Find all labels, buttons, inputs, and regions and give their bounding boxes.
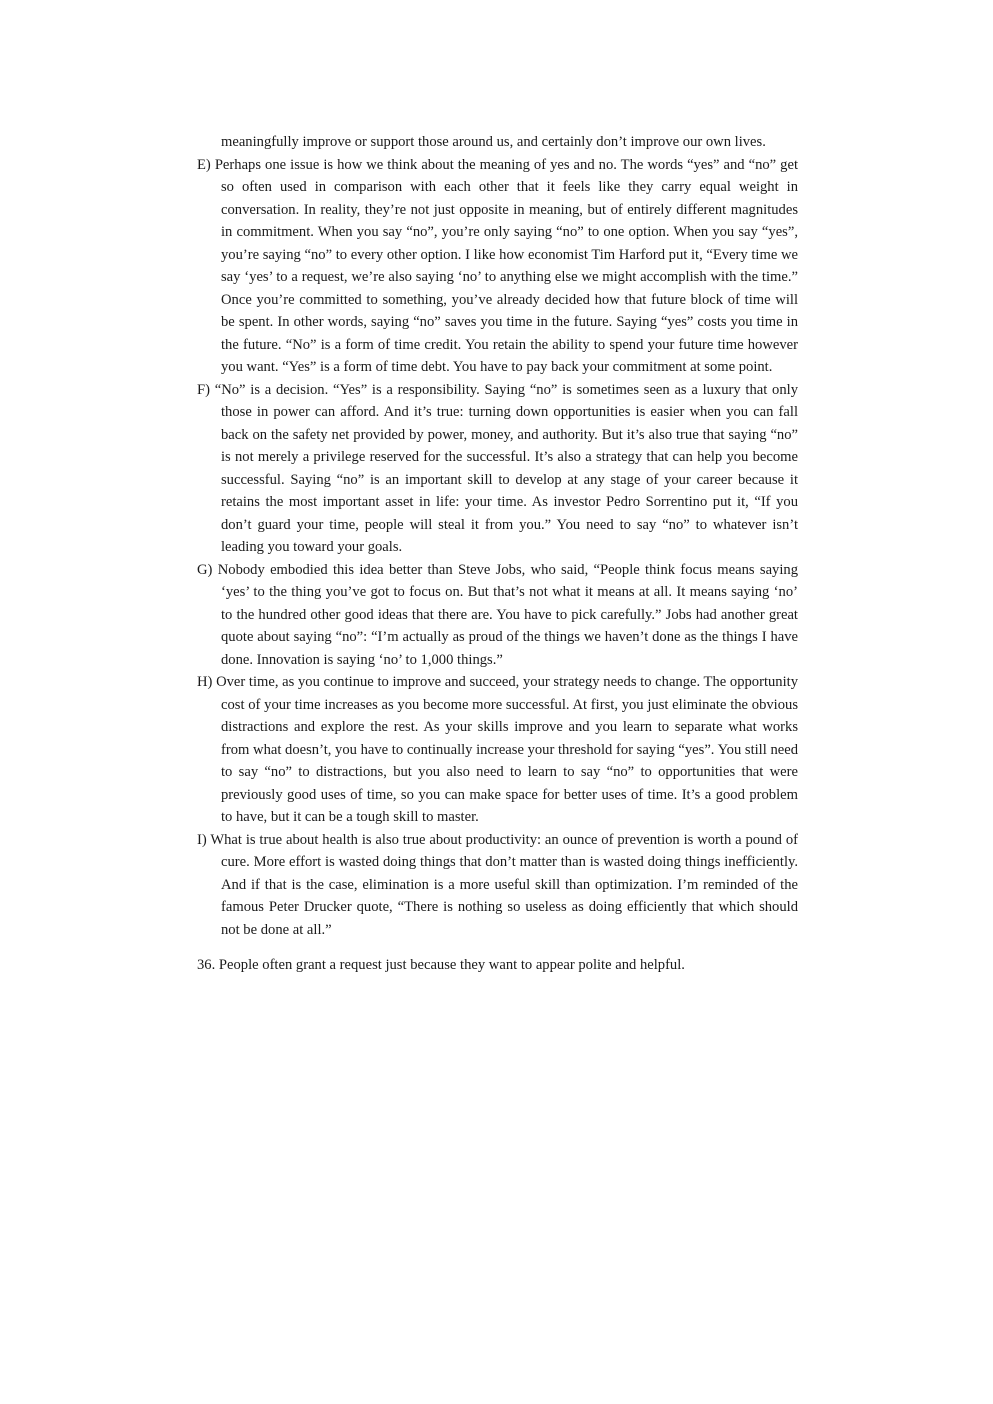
paragraph-label: H) <box>197 674 213 690</box>
paragraph-label: G) <box>197 561 213 578</box>
paragraph-text: Over time, as you continue to improve and succeed, your strategy needs to change. The opportunity cost of your time increases as you become more successful. At first, you just eliminate the obvious distractions and explore the rest. As your skills improve and you learn to separate what works from what doesn’t, you have to continually increase your threshold for saying “yes”. You still need to say “no” to distractions, but you also need to learn to say “no” to opportunities that were previously good uses of time, so you can make space for better uses of time. It’s a good problem to have, but it can be a tough skill to master. <box>216 674 798 825</box>
paragraph-label: I) <box>197 831 207 848</box>
question-number: 36. <box>197 957 216 973</box>
paragraph-text: Perhaps one issue is how we think about the meaning of yes and no. The words “yes” and “no” get so often used in comparison with each other that it feels like they carry equal weight in conversation. In reality, they’re not just opposite in meaning, but of entirely different magnitudes in commitment. When you say “no”, you’re only saying “no” to one option. When you say “yes”, you’re saying “no” to every other option. I like how economist Tim Harford put it, “Every time we say ‘yes’ to a request, we’re also saying ‘no’ to anything else we might accomplish with the time.” Once you’re committed to something, you’ve already decided how that future block of time will be spent. In other words, saying “no” saves you time in the future. Saying “yes” costs you time in the future. “No” is a form of time credit. You retain the ability to spend your future time however you want. “Yes” is a form of time debt. You have to pay back your commitment at some point. <box>214 156 798 375</box>
paragraph-h <box>197 671 798 829</box>
question-text: People often grant a request just because they want to appear polite and helpful. <box>218 957 685 973</box>
document-page <box>197 131 798 977</box>
question-36 <box>197 954 798 977</box>
paragraph-label: F) <box>197 381 210 398</box>
paragraph-text: “No” is a decision. “Yes” is a responsibility. Saying “no” is sometimes seen as a luxury that only those in power can afford. And it’s true: turning down opportunities is easier when you can fall back on the safety net provided by power, money, and authority. But it’s also true that saying “no” is not merely a privilege reserved for the successful. It’s also a strategy that can help you become successful. Saying “no” is an important skill to develop at any stage of your career because it retains the most important asset in life: your time. As investor Pedro Sorrentino put it, “If you don’t guard your time, people will steal it from you.” You need to say “no” to whatever isn’t leading you toward your goals. <box>214 381 798 555</box>
paragraph-label: E) <box>197 156 211 173</box>
paragraph-text: Nobody embodied this idea better than Steve Jobs, who said, “People think focus means saying ‘yes’ to the thing you’ve got to focus on. But that’s not what it means at all. It means saying ‘no’ to the hundred other good ideas that there are. You have to pick carefully.” Jobs had another great quote about saying “no”: “I’m actually as proud of the things we haven’t done as the things I have done. Innovation is saying ‘no’ to 1,000 things.” <box>217 561 798 668</box>
passage-continuation: meaningfully improve or support those around us, and certainly don’t improve our own lives. <box>221 134 766 150</box>
paragraph-g <box>197 559 798 672</box>
paragraph-f <box>197 379 798 559</box>
paragraph-e <box>197 154 798 379</box>
paragraph-i <box>197 829 798 942</box>
paragraph-text: What is true about health is also true about productivity: an ounce of prevention is worth a pound of cure. More effort is wasted doing things that don’t matter than is wasted doing things inefficiently. And if that is the case, elimination is a more useful skill than optimization. I’m reminded of the famous Peter Drucker quote, “There is nothing so useless as doing efficiently that which should not be done at all.” <box>210 831 798 938</box>
